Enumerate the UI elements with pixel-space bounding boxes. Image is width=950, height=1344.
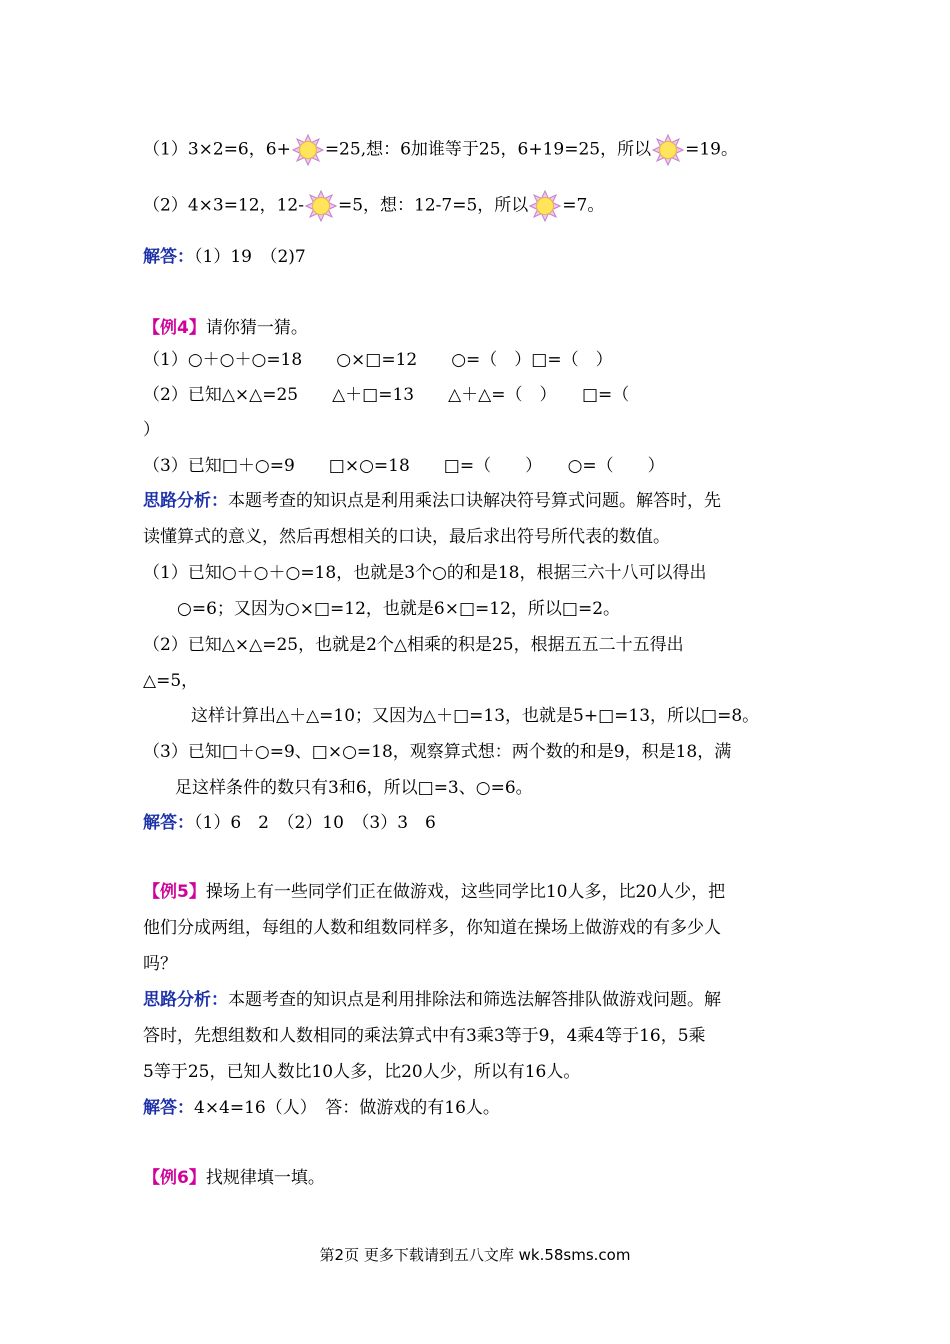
analysis-4-line-5: （2）已知△×△=25，也就是2个△相乘的积是25，根据五五二十五得出 [143,635,684,655]
analysis-4-line-2: 读懂算式的意义，然后再想相关的口诀，最后求出符号所代表的数值。 [143,527,670,547]
example-text: 找规律填一填。 [205,1168,325,1188]
line-1-part-a: （1）3×2=6，6+ [143,139,291,160]
analysis-4-line-4: ○=6；又因为○×□=12，也就是6×□=12，所以□=2。 [177,599,621,619]
answer-text: （1）6 2 （2）10 （3）3 6 [194,813,436,833]
example-5-line-2: 他们分成两组，每组的人数和组数同样多，你知道在操场上做游戏的有多少人 [143,918,721,938]
answer-label: 解答： [143,813,194,833]
line-2-part-c: =7。 [562,195,605,216]
answer-label: 解答： [143,1098,194,1118]
sun-icon [305,190,337,222]
analysis-text: 本题考查的知识点是利用排除法和筛选法解答排队做游戏问题。解 [228,990,721,1010]
analysis-4-line-9: 足这样条件的数只有3和6，所以□=3、○=6。 [175,778,533,798]
line-1-part-c: =19。 [685,139,738,160]
answer-2 [143,811,436,835]
analysis-5-line-1 [143,988,721,1012]
example-label: 【例6】 [143,1168,206,1188]
example-4-heading [143,316,308,340]
example-5-line-1 [143,880,725,904]
line-1 [143,134,738,166]
sun-icon [292,134,324,166]
page-footer: 第2页 更多下载请到五八文库 wk.58sms.com [319,1246,631,1264]
example-text: 操场上有一些同学们正在做游戏，这些同学比10人多，比20人少，把 [205,882,726,902]
line-2-part-b: =5，想：12-7=5，所以 [337,195,529,216]
analysis-label: 思路分析： [143,990,228,1010]
question-3: （3）已知□＋○=9 □×○=18 □=（ ） ○=（ ） [143,456,665,476]
answer-label: 解答： [143,247,194,267]
answer-text: 4×4=16（人） 答：做游戏的有16人。 [194,1098,500,1118]
example-5-line-3: 吗？ [143,954,177,974]
example-6-heading [143,1166,325,1190]
question-1: （1）○＋○＋○=18 ○×□=12 ○=（ ）□=（ ） [143,350,613,370]
analysis-4-line-7: 这样计算出△＋△=10；又因为△＋□=13，也就是5+□=13，所以□=8。 [191,706,760,726]
example-label: 【例4】 [143,318,206,338]
analysis-label: 思路分析： [143,491,228,511]
question-2-cont: ） [143,420,160,440]
analysis-4-line-1 [143,489,721,513]
answer-1 [143,245,306,269]
sun-icon [652,134,684,166]
answer-text: （1）19 （2)7 [194,247,306,267]
line-2 [143,190,604,222]
example-label: 【例5】 [143,882,206,902]
analysis-text: 本题考查的知识点是利用乘法口诀解决符号算式问题。解答时，先 [228,491,721,511]
analysis-5-line-3: 5等于25，已知人数比10人多，比20人少，所以有16人。 [143,1062,581,1082]
analysis-4-line-3: （1）已知○＋○＋○=18，也就是3个○的和是18，根据三六十八可以得出 [143,563,707,583]
analysis-4-line-8: （3）已知□＋○=9、□×○=18，观察算式想：两个数的和是9，积是18，满 [143,742,732,762]
line-1-part-b: =25,想：6加谁等于25，6+19=25，所以 [324,139,652,160]
analysis-5-line-2: 答时，先想组数和人数相同的乘法算式中有3乘3等于9，4乘4等于16，5乘 [143,1026,706,1046]
analysis-4-line-6: △=5， [143,671,199,691]
sun-icon [529,190,561,222]
answer-3 [143,1096,500,1120]
question-2: （2）已知△×△=25 △＋□=13 △＋△=（ ） □=（ [143,385,630,405]
line-2-part-a: （2）4×3=12，12- [143,195,304,216]
example-text: 请你猜一猜。 [205,318,308,338]
